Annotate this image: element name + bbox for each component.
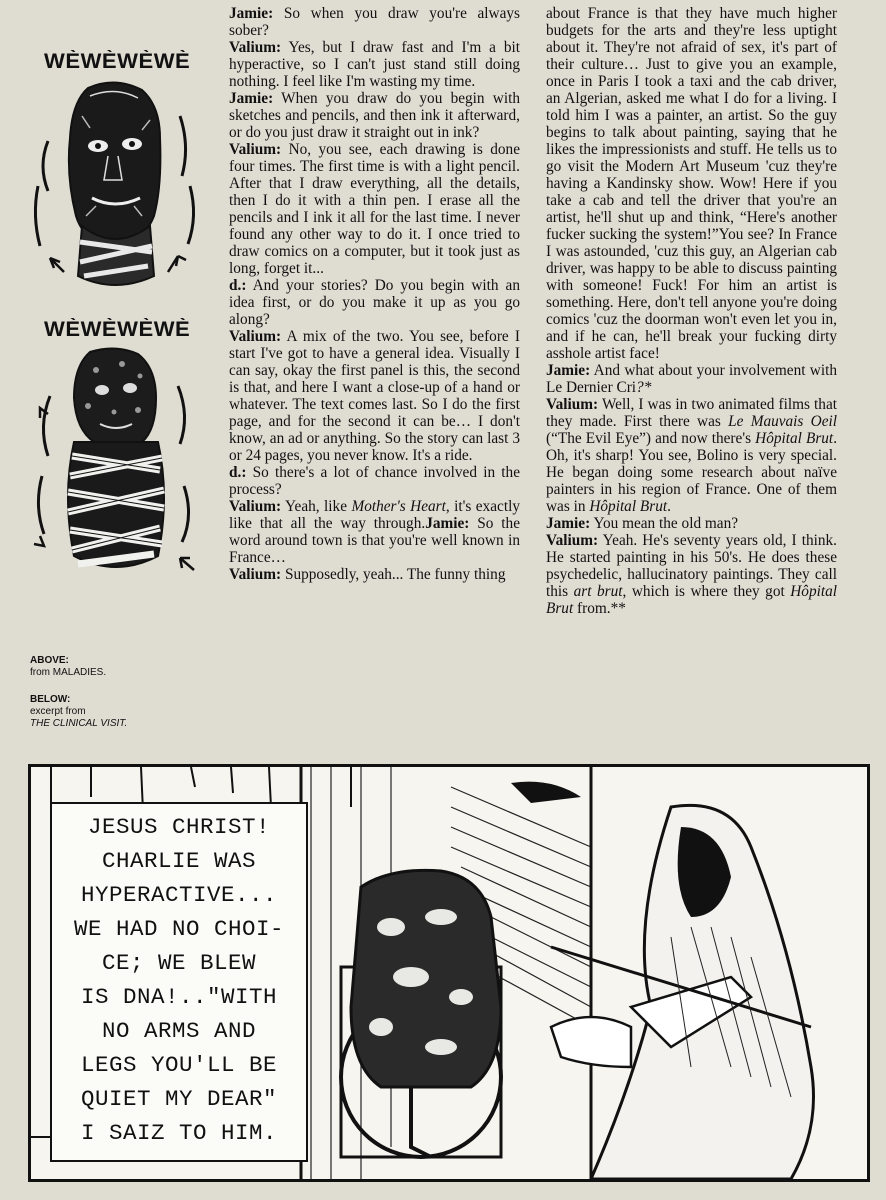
paragraph [546, 515, 837, 532]
speaker: Jamie: [546, 362, 591, 379]
paragraph [229, 566, 520, 583]
paragraph [229, 328, 520, 464]
paragraph [229, 498, 520, 566]
speaker: Jamie: [229, 90, 274, 107]
speaker: Valium: [229, 141, 282, 158]
paragraph [546, 362, 837, 396]
paragraph [546, 532, 837, 617]
balloon-line: HYPERACTIVE... [80, 882, 278, 908]
speaker: Jamie: [425, 515, 470, 532]
paragraph-text: (“The Evil Eye”) and now there's [546, 430, 756, 447]
paragraph-text: So the word around town is that you're well known in France… [229, 515, 520, 566]
paragraph [229, 90, 520, 141]
paragraph-text: Yes, but I draw fast and I'm a bit hyperactive, so I can't just stand still doing nothing. I feel like I'm wasting my time. [229, 39, 520, 90]
paragraph [229, 39, 520, 90]
balloon-line: I SAIZ TO HIM. [80, 1120, 278, 1146]
bandaged-head-illustration [30, 346, 200, 586]
balloon-line: JESUS CHRIST! [87, 814, 271, 840]
hyperactive-head-illustration [30, 76, 200, 306]
balloon-line: IS DNA!.."WITH [80, 984, 278, 1010]
sound-effect-top: WÈWÈWÈWÈ [44, 50, 191, 73]
paragraph-text: Well, I was in two animated films that they made. First there was [546, 396, 837, 430]
balloon-line: WE HAD NO CHOI- [73, 916, 285, 942]
caption-above-text: from MALADIES. [30, 667, 107, 678]
balloon-line: LEGS YOU'LL BE [80, 1052, 278, 1078]
paragraph-text: , it's exactly like that all the way through. [229, 498, 520, 532]
speaker: Jamie: [229, 5, 274, 22]
paragraph [229, 277, 520, 328]
sound-effect-bottom: WÈWÈWÈWÈ [44, 318, 191, 341]
balloon-line: QUIET MY DEAR" [80, 1086, 278, 1112]
paragraph-text: , which is where they got [622, 583, 791, 600]
balloon-line: NO ARMS AND [101, 1018, 257, 1044]
paragraph-text: Yeah. He's seventy years old, I think. He started painting in his 50's. He does these psychedelic, hallucinatory paintings. They call this [546, 532, 837, 600]
paragraph-text: So when you draw you're always sober? [229, 5, 520, 39]
paragraph-text: Yeah, like [281, 498, 352, 515]
speaker: d.: [229, 277, 247, 294]
title-hopital-brut: Hôpital Brut [755, 430, 834, 447]
caption-below-heading: BELOW: [30, 694, 71, 705]
paragraph-text: A mix of the two. You see, before I start I've got to have a general idea. Visually I can say, okay the first panel is this, the second is that, and here I want a close-up of a hand or whatever. The text comes last. So I do the first page, and for the second it can be… I don't know, an ad or anything. So the story can last 3 or 24 pages, you never know. It's a ride. [229, 328, 520, 464]
title-le-mauvais-oeil: Le Mauvais Oeil [728, 413, 838, 430]
paragraph-text: . [667, 498, 671, 515]
paragraph-text: from.** [573, 600, 626, 617]
paragraph-text: about France is that they have much higher budgets for the arts and they're less uptight about it. They're not afraid of sex, it's part of their culture… Just to give you an example, once in Paris I took a taxi and the cab driver, an Algerian, asked me what I do for a living. I told him I was a painter, an artist. So the guy begins to talk about painting, saying that he likes the impressionists and stuff. He tells us to go visit the Modern Art Museum 'cuz they're having a Kandinsky show. Wow! Here if you take a cab and tell the driver that you're an artist, he'll shut up and think, “Here's another fucker sucking the system!”You see? In France I was astounded, 'cuz this guy, an Algerian cab driver, was happy to be able to discuss painting with someone! Fuck! For him an artist is something. Here, don't tell anyone you're doing comics 'cuz the doorman won't even let you in, and if he can, he'll break your fucking dirty asshole artist face! [546, 5, 837, 362]
balloon-line: CHARLIE WAS [101, 848, 257, 874]
speech-balloon [50, 802, 308, 1162]
title-hopital-brut: Hôpital Brut [589, 498, 668, 515]
footnote-mark: ?* [636, 379, 652, 396]
paragraph-text: And what about your involvement with Le Dernier Cri [546, 362, 837, 396]
caption-below-text-1: excerpt from [30, 706, 86, 717]
title-mothers-heart: Mother's Heart [351, 498, 446, 515]
speaker: Valium: [546, 396, 599, 413]
caption-above [30, 655, 106, 679]
paragraph-text: . Oh, it's sharp! You see, Bolino is very special. He began doing some research about naïve painters in his region of France. One of them was in [546, 430, 838, 515]
speaker: Valium: [229, 39, 282, 56]
balloon-line: CE; WE BLEW [101, 950, 257, 976]
paragraph-text: You mean the old man? [590, 515, 739, 532]
speaker: Valium: [229, 328, 282, 345]
paragraph-text: So there's a lot of chance involved in the process? [229, 464, 520, 498]
speaker: Jamie: [546, 515, 591, 532]
paragraph-text: Supposedly, yeah... The funny thing [281, 566, 506, 583]
speaker: Valium: [546, 532, 599, 549]
speaker: Valium: [229, 566, 282, 583]
paragraph-text: When you draw do you begin with sketches and pencils, and then ink it afterward, or do you just draw it straight out in ink? [229, 90, 520, 141]
paragraph-text: No, you see, each drawing is done four times. The first time is with a light pencil. After that I draw everything, all the details, then I do it with a thin pen. I erase all the pencils and I ink it all for the last time. I never found any other way to do it. I once tried to draw comics on a computer, but it took just as long, forget it... [229, 141, 520, 277]
paragraph [229, 464, 520, 498]
paragraph [546, 396, 837, 515]
caption-above-heading: ABOVE: [30, 655, 69, 666]
caption-below-text-2: THE CLINICAL VISIT. [30, 718, 128, 729]
speaker: d.: [229, 464, 247, 481]
caption-below [30, 694, 127, 730]
interview-column-2 [546, 5, 837, 617]
paragraph-text: And your stories? Do you begin with an idea first, or do you make it up as you go along? [229, 277, 520, 328]
paragraph [229, 141, 520, 277]
interview-column-1 [229, 5, 520, 583]
paragraph [546, 5, 837, 362]
title-hopital-brut: Hôpital Brut [546, 583, 837, 617]
term-art-brut: art brut [573, 583, 623, 600]
speaker: Valium: [229, 498, 282, 515]
paragraph [229, 5, 520, 39]
